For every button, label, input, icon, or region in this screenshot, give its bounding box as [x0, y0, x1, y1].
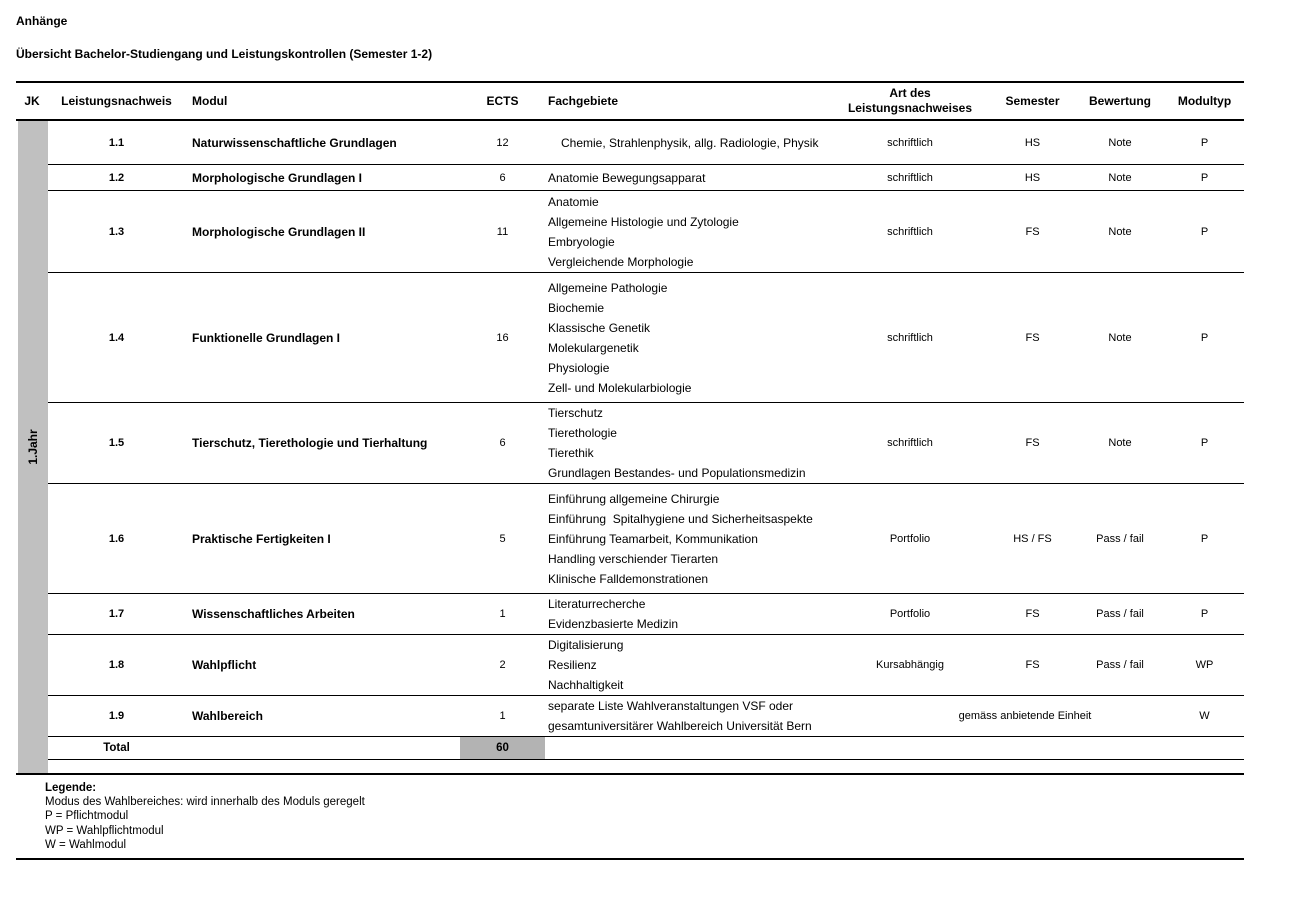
fachgebiet-line: Chemie, Strahlenphysik, allg. Radiologie, Physik: [561, 135, 819, 150]
fachgebiet-line: Embryologie: [548, 234, 615, 249]
cell-leistungsnachweis: 1.9: [108, 710, 125, 722]
fachgebiet-line: Literaturrecherche: [548, 597, 646, 611]
cell-modul: Tierschutz, Tierethologie und Tierhaltung: [192, 436, 428, 450]
cell-ects: 11: [496, 225, 509, 238]
fachgebiet-line: Einführung Spitalhygiene und Sicherheitsaspekte: [548, 511, 813, 526]
fachgebiet-line: Anatomie: [548, 194, 599, 209]
cell-bewertung: Pass / fail: [1096, 532, 1144, 545]
cell-bewertung: Note: [1108, 331, 1132, 344]
cell-semester: HS: [1024, 171, 1041, 184]
cell-art: schriftlich: [887, 171, 933, 184]
cell-fachgebiete: [545, 635, 830, 695]
col-header-bewertung: Bewertung: [1088, 93, 1151, 108]
cell-bewertung: Pass / fail: [1096, 659, 1144, 671]
cell-ects: 1: [499, 608, 506, 620]
cell-modul: Praktische Fertigkeiten I: [192, 531, 331, 546]
fachgebiet-line: Klassische Genetik: [548, 320, 651, 335]
legend: [16, 775, 1244, 860]
cell-span-note: gemäss anbietende Einheit: [958, 710, 1092, 722]
cell-fachgebiete: [545, 192, 830, 272]
cell-leistungsnachweis: 1.3: [108, 225, 125, 238]
fachgebiet-line: Handling verschiender Tierarten: [548, 551, 719, 566]
table-body: [16, 121, 1244, 775]
cell-bewertung: Note: [1108, 437, 1132, 449]
cell-leistungsnachweis: 1.8: [108, 659, 125, 671]
page-subtitle: Übersicht Bachelor-Studiengang und Leistungskontrollen (Semester 1-2): [16, 47, 433, 61]
cell-ects: 16: [496, 331, 509, 344]
table-header: [16, 81, 1244, 121]
cell-leistungsnachweis: 1.5: [108, 437, 125, 449]
legend-line: Modus des Wahlbereiches: wird innerhalb des Moduls geregelt: [45, 796, 365, 809]
cell-bewertung: Pass / fail: [1096, 608, 1144, 620]
cell-bewertung: Note: [1108, 225, 1132, 238]
cell-semester: FS: [1025, 225, 1040, 238]
col-header-semester: Semester: [1005, 93, 1060, 108]
fachgebiet-line: Klinische Falldemonstrationen: [548, 571, 709, 586]
cell-fachgebiete: [545, 594, 830, 634]
col-header-modul: Modul: [192, 93, 228, 108]
fachgebiet-line: Tierethik: [548, 446, 594, 460]
fachgebiet-line: Einführung Teamarbeit, Kommunikation: [548, 531, 758, 546]
total-ects-value: 60: [460, 737, 545, 759]
cell-modultyp: P: [1200, 225, 1209, 238]
cell-modul: Naturwissenschaftliche Grundlagen: [192, 135, 397, 150]
fachgebiet-line: Molekulargenetik: [548, 340, 639, 355]
cell-art: schriftlich: [887, 136, 933, 149]
cell-fachgebiete: [545, 133, 830, 153]
fachgebiet-line: Biochemie: [548, 300, 605, 315]
cell-modultyp: W: [1199, 710, 1210, 722]
legend-line: W = Wahlmodul: [45, 838, 127, 851]
table-row: [48, 121, 1244, 165]
fachgebiet-line: Anatomie Bewegungsapparat: [548, 170, 706, 185]
cell-leistungsnachweis: 1.4: [108, 331, 125, 344]
page-title: Anhänge: [16, 14, 68, 28]
cell-art: Portfolio: [889, 608, 931, 620]
fachgebiet-line: Einführung allgemeine Chirurgie: [548, 491, 720, 506]
table-row: [48, 635, 1244, 696]
cell-ects: 1: [499, 710, 506, 722]
total-label: Total: [103, 742, 130, 754]
cell-ects: 12: [496, 136, 509, 149]
cell-modul: Morphologische Grundlagen I: [192, 170, 363, 185]
fachgebiet-line: separate Liste Wahlveranstaltungen VSF oder: [548, 699, 794, 713]
table-row: [48, 273, 1244, 403]
cell-ects: 6: [499, 171, 506, 184]
cell-fachgebiete: [545, 168, 830, 188]
cell-bewertung: Note: [1108, 171, 1132, 184]
fachgebiet-line: Physiologie: [548, 360, 610, 375]
table-row: [48, 403, 1244, 484]
cell-art: schriftlich: [887, 225, 933, 238]
program-table: [16, 81, 1244, 860]
cell-leistungsnachweis: 1.2: [108, 171, 125, 184]
cell-modultyp: P: [1200, 532, 1209, 545]
fachgebiet-line: Tierethologie: [548, 426, 617, 440]
cell-semester: HS: [1024, 136, 1041, 149]
cell-modultyp: P: [1200, 437, 1209, 449]
legend-line: P = Pflichtmodul: [45, 810, 129, 823]
cell-modul: Wissenschaftliches Arbeiten: [192, 607, 355, 621]
table-row: [48, 484, 1244, 594]
fachgebiet-line: Nachhaltigkeit: [548, 678, 624, 692]
cell-modul: Wahlbereich: [192, 709, 263, 723]
cell-art: schriftlich: [887, 331, 933, 344]
cell-modul: Funktionelle Grundlagen I: [192, 330, 341, 345]
table-row: [48, 165, 1244, 191]
table-row: [48, 191, 1244, 273]
cell-semester: FS: [1025, 659, 1040, 671]
fachgebiet-line: Zell- und Molekularbiologie: [548, 380, 692, 395]
table-row: [48, 594, 1244, 635]
col-header-modultyp: Modultyp: [1177, 93, 1232, 108]
fachgebiet-line: Allgemeine Histologie und Zytologie: [548, 214, 739, 229]
col-header-jk: JK: [24, 93, 40, 108]
cell-fachgebiete: [545, 403, 830, 483]
legend-title: Legende:: [45, 782, 97, 794]
cell-art: Kursabhängig: [876, 659, 944, 671]
legend-line: WP = Wahlpflichtmodul: [45, 824, 164, 837]
cell-leistungsnachweis: 1.1: [108, 136, 125, 149]
col-header-ects: ECTS: [486, 93, 519, 108]
fachgebiet-line: Resilienz: [548, 658, 597, 672]
cell-leistungsnachweis: 1.7: [108, 608, 125, 620]
fachgebiet-line: Grundlagen Bestandes- und Populationsmedizin: [548, 466, 806, 480]
cell-modul: Morphologische Grundlagen II: [192, 224, 366, 239]
fachgebiet-line: Allgemeine Pathologie: [548, 280, 668, 295]
cell-modultyp: P: [1200, 136, 1209, 149]
cell-modul: Wahlpflicht: [192, 658, 257, 672]
fachgebiet-line: Evidenzbasierte Medizin: [548, 617, 679, 631]
cell-semester: FS: [1025, 608, 1040, 620]
cell-ects: 2: [499, 659, 506, 671]
col-header-fachgebiete: Fachgebiete: [548, 93, 619, 108]
table-row: [48, 696, 1244, 737]
cell-semester: FS: [1025, 331, 1040, 344]
cell-leistungsnachweis: 1.6: [108, 532, 125, 545]
year-band: [18, 121, 48, 773]
col-header-leistungsnachweis: Leistungsnachweis: [61, 93, 172, 108]
cell-modultyp: P: [1200, 331, 1209, 344]
cell-modultyp: P: [1200, 608, 1209, 620]
cell-fachgebiete: [545, 278, 830, 398]
fachgebiet-line: Digitalisierung: [548, 638, 624, 652]
cell-ects: 6: [499, 437, 506, 449]
cell-art: Portfolio: [889, 532, 931, 545]
col-header-art: Art des Leistungsnachweises: [847, 86, 973, 115]
cell-fachgebiete: [545, 489, 830, 589]
fachgebiet-line: Vergleichende Morphologie: [548, 254, 694, 269]
cell-modultyp: WP: [1195, 659, 1214, 671]
fachgebiet-line: Tierschutz: [548, 406, 603, 420]
total-row: [48, 737, 1244, 760]
fachgebiet-line: gesamtuniversitärer Wahlbereich Universität Bern: [548, 719, 812, 733]
cell-semester: FS: [1025, 437, 1040, 449]
cell-ects: 5: [499, 532, 506, 545]
band-spacer: [48, 760, 1244, 773]
cell-modultyp: P: [1200, 171, 1209, 184]
cell-fachgebiete: [545, 696, 830, 736]
year-label: 1.Jahr: [26, 429, 40, 465]
cell-semester: HS / FS: [1013, 532, 1052, 545]
cell-art: schriftlich: [887, 437, 933, 449]
cell-bewertung: Note: [1108, 136, 1132, 149]
table-rows: [48, 121, 1244, 737]
